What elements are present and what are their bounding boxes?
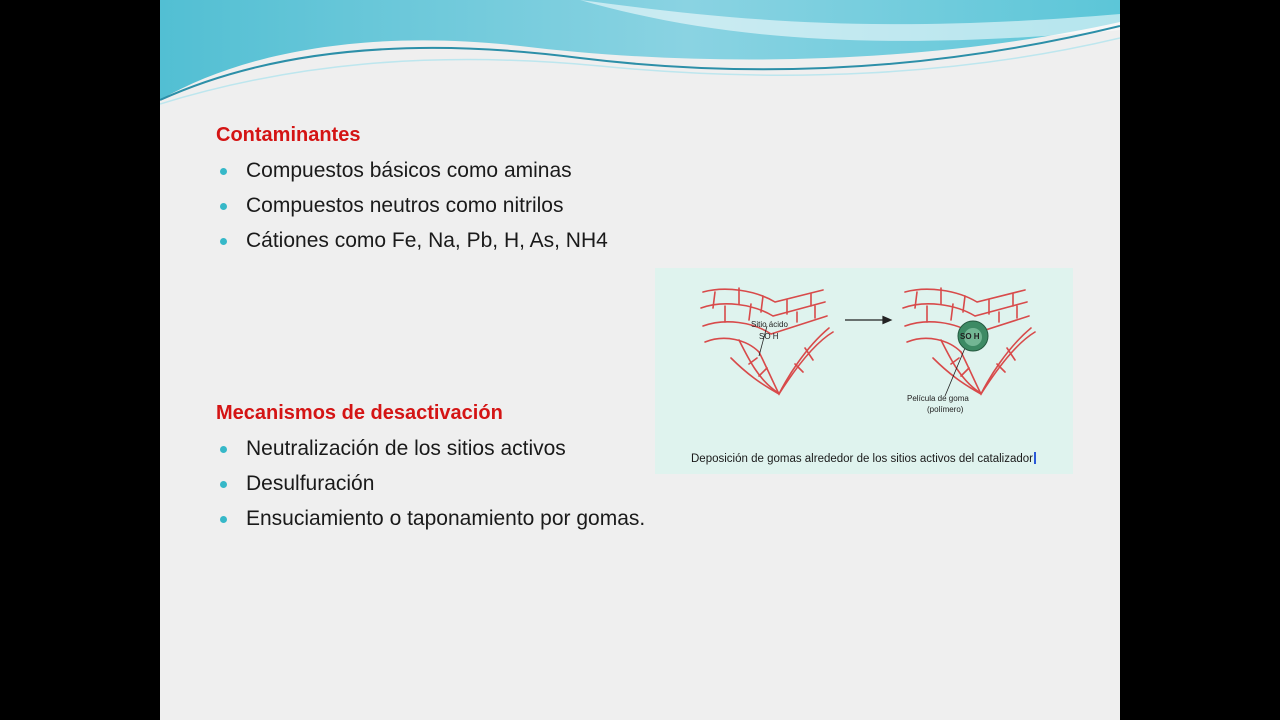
list-item [216,190,608,225]
so3h-label-right: SO H [960,332,980,341]
reaction-arrow-icon [845,317,891,324]
contaminants-heading: Contaminantes [216,124,361,146]
list-item-text: Compuestos neutros como nitrilos [246,194,564,217]
so3h-label-left: SO H [759,332,779,341]
contaminants-list [216,155,608,260]
bullet-dot-icon [220,516,227,523]
deactivation-heading: Mecanismos de desactivación [216,402,503,424]
figure-caption-text: Deposición de gomas alrededor de los sitios activos del catalizador [691,453,1033,465]
bullet-dot-icon [220,203,227,210]
deactivation-list [216,433,645,538]
acid-site-label: Sitio ácido [751,320,788,329]
list-item [216,433,645,468]
list-item-text: Ensuciamiento o taponamiento por gomas. [246,507,646,530]
text-cursor-icon [1034,452,1036,464]
gum-film-label: Película de goma [907,394,969,403]
slide [160,0,1120,720]
catalyst-pore-diagram [655,268,1073,474]
list-item-text: Cátiones como Fe, Na, Pb, H, As, NH4 [246,229,608,252]
bullet-dot-icon [220,168,227,175]
figure-caption [691,452,1036,465]
bullet-dot-icon [220,446,227,453]
list-item [216,503,645,538]
polymer-label: (polímero) [927,405,964,414]
list-item [216,225,608,260]
list-item [216,155,608,190]
list-item-text: Desulfuración [246,472,375,495]
bullet-dot-icon [220,481,227,488]
list-item-text: Compuestos básicos como aminas [246,159,572,182]
header-wave-decoration [160,0,1120,110]
bullet-dot-icon [220,238,227,245]
list-item-text: Neutralización de los sitios activos [246,437,566,460]
list-item [216,468,645,503]
catalyst-gum-deposition-figure [655,268,1073,474]
